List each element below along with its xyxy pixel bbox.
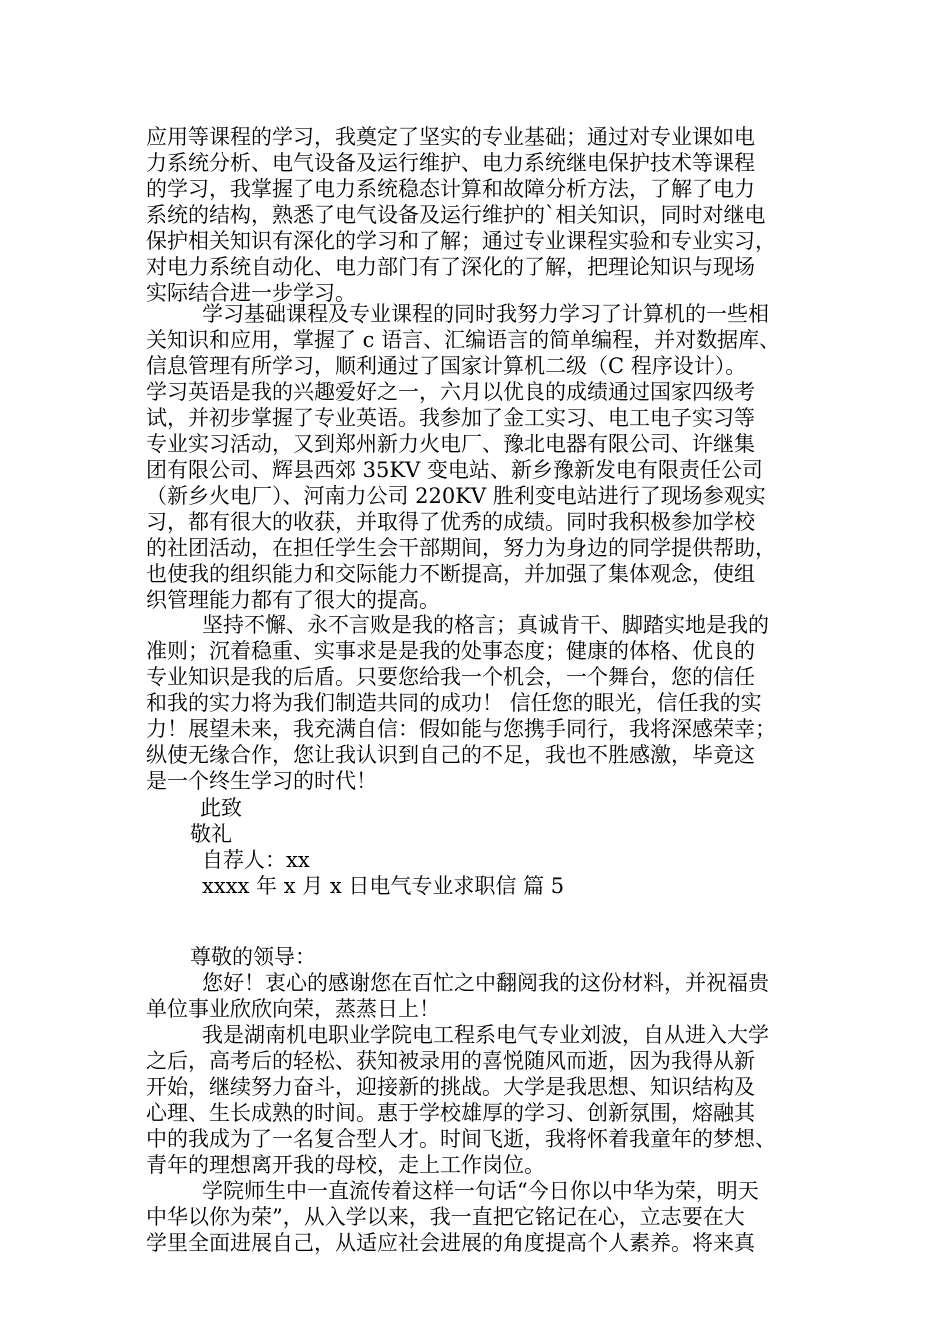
body-text-line: 学里全面进展自己，从适应社会进展的角度提高个人素养。将来真 [146, 1231, 755, 1255]
body-text-line: 青年的理想离开我的母校，走上工作岗位。 [146, 1153, 545, 1177]
body-text-line: 关知识和应用，掌握了 c 语言、汇编语言的简单编程，并对数据库、 [146, 328, 781, 352]
body-text-line: 织管理能力都有了很大的提高。 [146, 588, 440, 612]
body-text-line: 也使我的组织能力和交际能力不断提高，并加强了集体观念，使组 [146, 562, 755, 586]
body-text-line: 单位事业欣欣向荣，蒸蒸日上！ [146, 997, 440, 1021]
body-text-line: 是一个终生学习的时代！ [146, 769, 377, 793]
body-text-line: 团有限公司、辉县西郊 35KV 变电站、新乡豫新发电有限责任公司 [146, 458, 763, 482]
body-text-line: 之后，高考后的轻松、获知被录用的喜悦随风而逝，因为我得从新 [146, 1049, 755, 1073]
body-text-line: 的学习，我掌握了电力系统稳态计算和故障分析方法，了解了电力 [146, 177, 755, 201]
paragraph-first-line: 学院师生中一直流传着这样一句话“今日你以中华为荣，明天 [202, 1179, 759, 1203]
body-text-line: （新乡火电厂）、河南力公司 220KV 胜利变电站进行了现场参观实 [146, 484, 766, 508]
date-and-section-heading: xxxx 年 x 月 x 日电气专业求职信 篇 5 [202, 874, 565, 898]
body-text-line: 准则；沉着稳重、实事求是是我的处事态度；健康的体格、优良的 [146, 639, 755, 663]
body-text-line: 中的我成为了一名复合型人才。时间飞逝，我将怀着我童年的梦想、 [146, 1127, 776, 1151]
body-text-line: 中华以你为荣”，从入学以来，我一直把它铭记在心，立志要在大 [146, 1205, 745, 1229]
body-text-line: 专业实习活动，又到郑州新力火电厂、豫北电器有限公司、许继集 [146, 432, 755, 456]
body-text-line: 应用等课程的学习，我奠定了坚实的专业基础；通过对专业课如电 [146, 125, 755, 149]
body-text-line: 试，并初步掌握了专业英语。我参加了金工实习、电工电子实习等 [146, 406, 755, 430]
body-text-line: 纵使无缘合作，您让我认识到自己的不足，我也不胜感激，毕竟这 [146, 743, 755, 767]
body-text-line: 实际结合进一步学习。 [146, 281, 356, 305]
paragraph-first-line: 学习基础课程及专业课程的同时我努力学习了计算机的一些相 [202, 302, 769, 326]
paragraph-first-line: 坚持不懈、永不言败是我的格言；真诚肯干、脚踏实地是我的 [202, 613, 769, 637]
body-text-line: 习，都有很大的收获，并取得了优秀的成绩。同时我积极参加学校 [146, 510, 755, 534]
body-text-line: 力系统分析、电气设备及运行维护、电力系统继电保护技术等课程 [146, 151, 755, 175]
body-text-line: 系统的结构，熟悉了电气设备及运行维护的`相关知识，同时对继电 [146, 203, 766, 227]
body-text-line: 学习英语是我的兴趣爱好之一，六月以优良的成绩通过国家四级考 [146, 380, 755, 404]
body-text-line: 专业知识是我的后盾。只要您给我一个机会，一个舞台，您的信任 [146, 665, 755, 689]
closing-regards: 敬礼 [190, 822, 232, 846]
body-text-line: 和我的实力将为我们制造共同的成功！ 信任您的眼光，信任我的实 [146, 691, 762, 715]
body-text-line: 保护相关知识有深化的学习和了解；通过专业课程实验和专业实习， [146, 229, 776, 253]
body-text-line: 信息管理有所学习，顺利通过了国家计算机二级（C 程序设计）。 [146, 354, 747, 378]
body-text-line: 力！展望未来，我充满自信：假如能与您携手同行，我将深感荣幸； [146, 717, 776, 741]
body-text-line: 的社团活动，在担任学生会干部期间，努力为身边的同学提供帮助， [146, 536, 776, 560]
paragraph-first-line: 您好！衷心的感谢您在百忙之中翻阅我的这份材料，并祝福贵 [202, 971, 769, 995]
body-text-line: 开始，继续努力奋斗，迎接新的挑战。大学是我思想、知识结构及 [146, 1075, 755, 1099]
letter-greeting: 尊敬的领导： [190, 945, 316, 969]
body-text-line: 对电力系统自动化、电力部门有了深化的了解，把理论知识与现场 [146, 255, 755, 279]
paragraph-first-line: 我是湖南机电职业学院电工程系电气专业刘波，自从进入大学 [202, 1023, 769, 1047]
closing-salutation: 此致 [200, 796, 242, 820]
signature-line: 自荐人：xx [202, 848, 310, 872]
body-text-line: 心理、生长成熟的时间。惠于学校雄厚的学习、创新氛围，熔融其 [146, 1101, 755, 1125]
